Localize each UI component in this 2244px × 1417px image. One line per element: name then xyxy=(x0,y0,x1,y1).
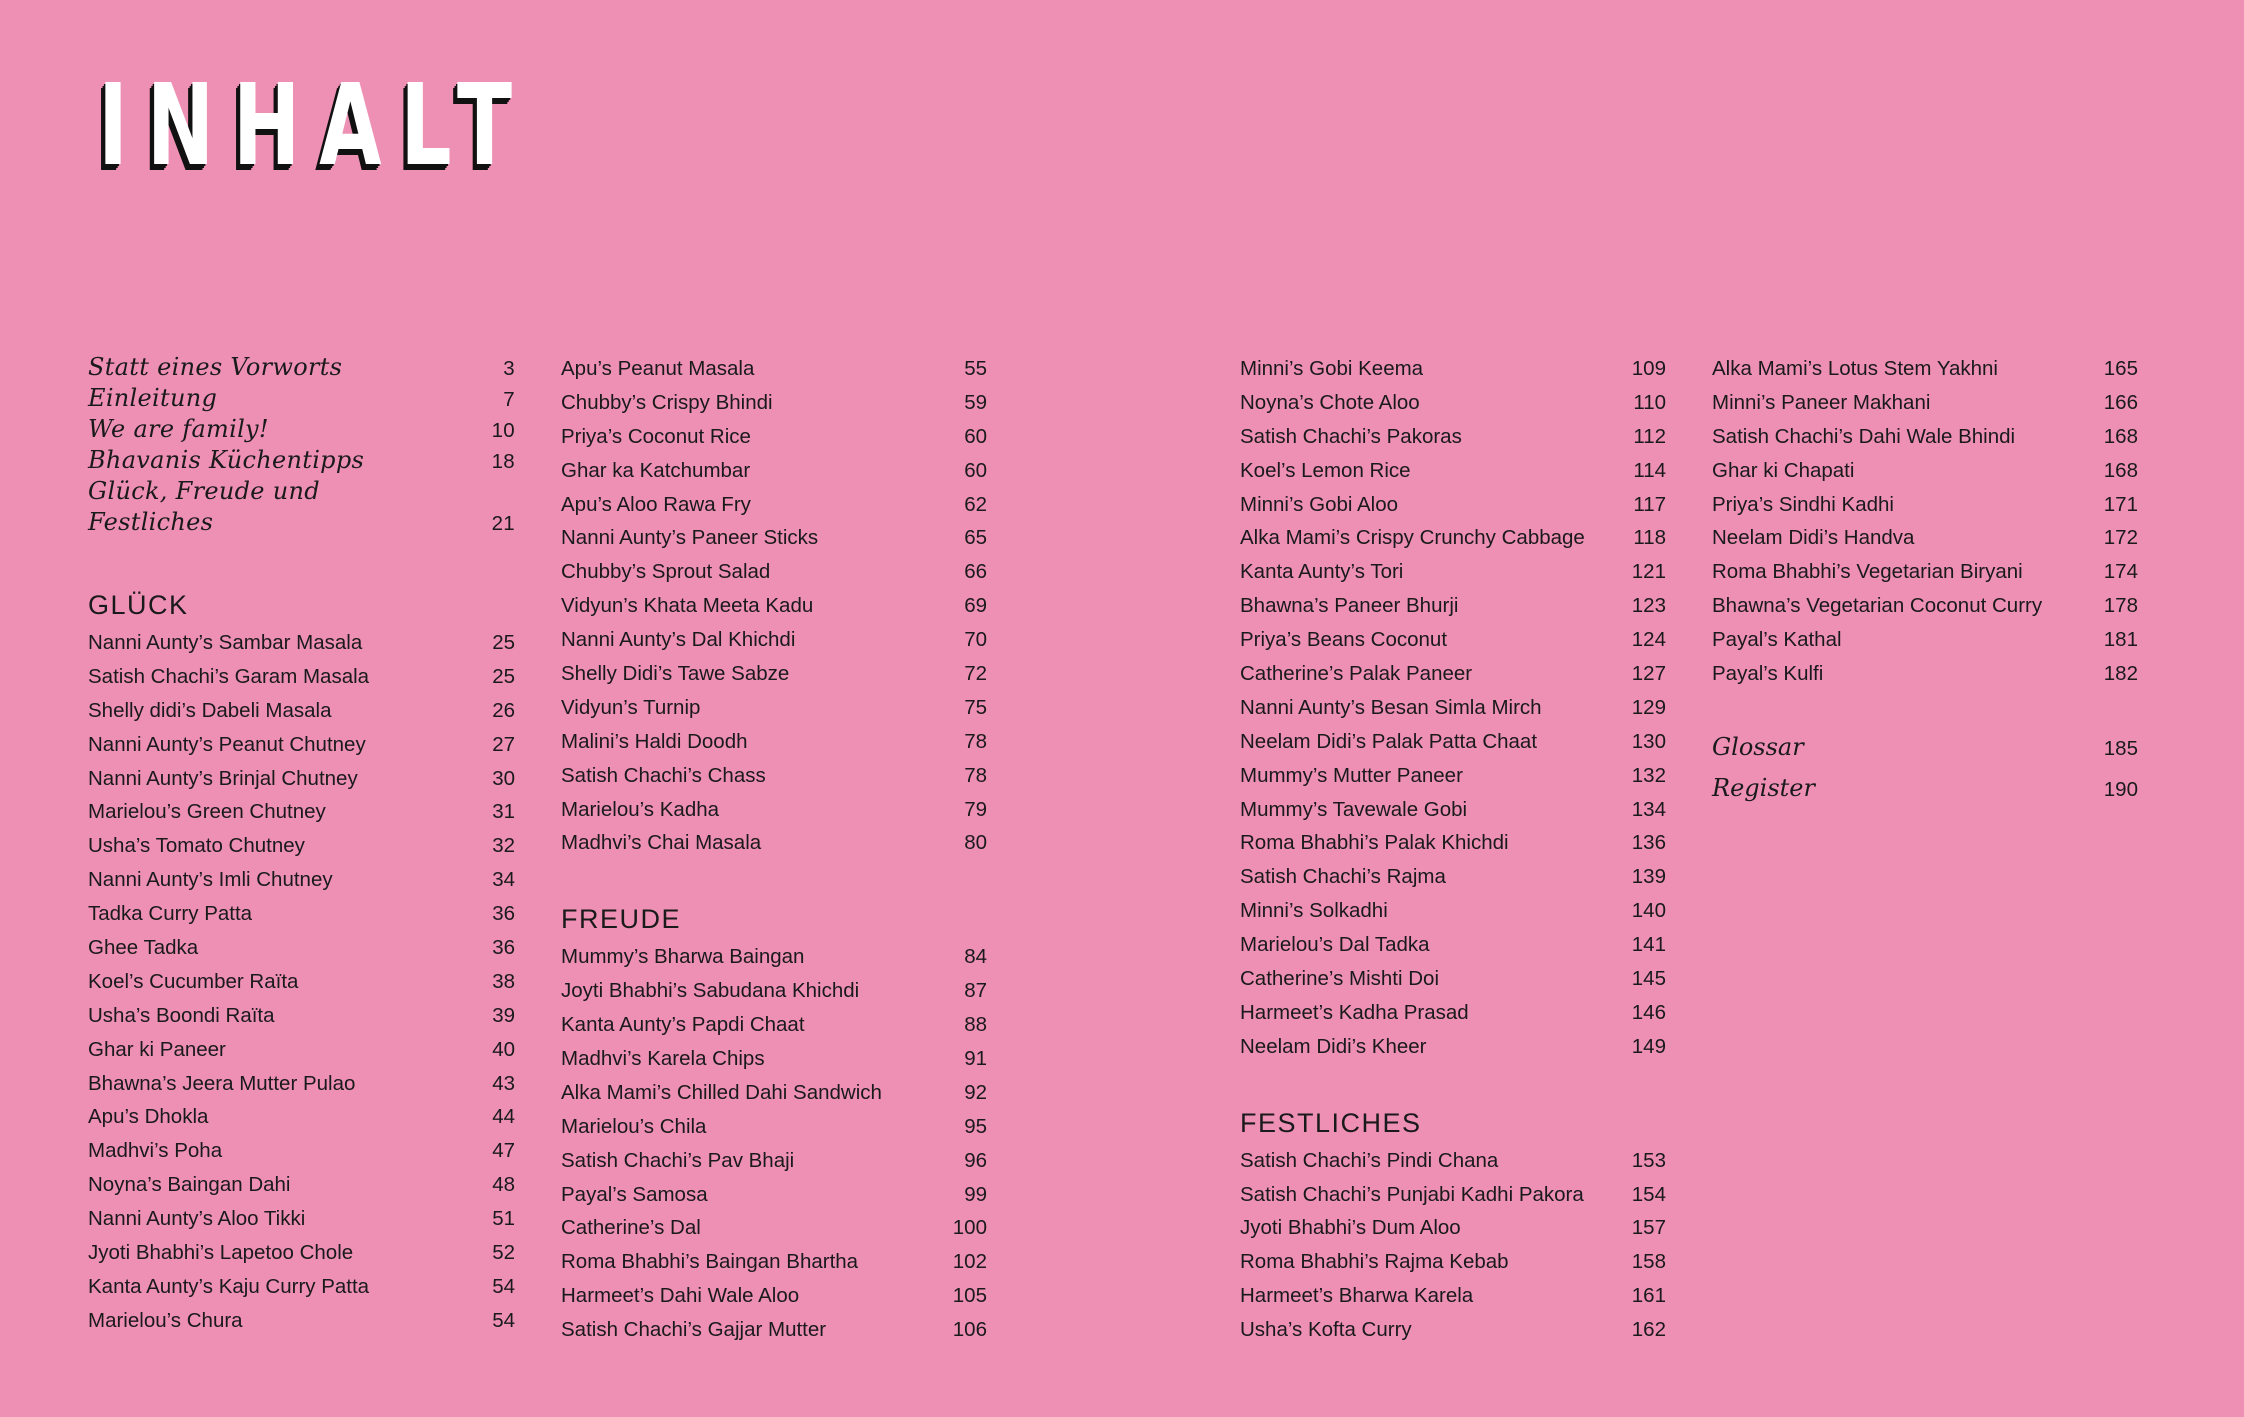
toc-entry[interactable] xyxy=(88,507,515,538)
entry-title: Einleitung xyxy=(88,384,218,412)
entry-page: 40 xyxy=(492,1037,515,1061)
toc-entry[interactable] xyxy=(1240,894,1666,928)
toc-entry[interactable] xyxy=(88,795,515,829)
toc-entry[interactable] xyxy=(1240,996,1666,1030)
toc-entry[interactable] xyxy=(1240,1178,1666,1212)
entry-page: 185 xyxy=(2103,736,2138,760)
toc-entry[interactable] xyxy=(561,352,987,386)
entry-page: 25 xyxy=(492,664,515,688)
entry-page: 62 xyxy=(964,492,987,516)
recipe-list-festliches-continued xyxy=(1712,352,2138,691)
entry-title: Satish Chachi’s Punjabi Kadhi Pakora xyxy=(1240,1182,1584,1206)
entry-page: 174 xyxy=(2103,560,2138,584)
entry-page: 118 xyxy=(1633,526,1666,550)
entry-page: 110 xyxy=(1633,390,1666,414)
entry-page: 168 xyxy=(2103,424,2138,448)
entry-title: Usha’s Kofta Curry xyxy=(1240,1318,1412,1342)
entry-title: Catherine’s Dal xyxy=(561,1216,701,1240)
entry-title: Bhawna’s Jeera Mutter Pulao xyxy=(88,1071,356,1095)
entry-page: 172 xyxy=(2103,526,2138,550)
entry-title: Payal’s Kathal xyxy=(1712,628,1842,652)
entry-title: Roma Bhabhi’s Rajma Kebab xyxy=(1240,1250,1509,1274)
toc-entry[interactable] xyxy=(1240,454,1666,488)
toc-entry[interactable] xyxy=(88,863,515,897)
entry-page: 171 xyxy=(2103,492,2138,516)
entry-title: Madhvi’s Karela Chips xyxy=(561,1047,765,1071)
entry-title: Chubby’s Crispy Bhindi xyxy=(561,390,773,414)
entry-page: 168 xyxy=(2103,458,2138,482)
entry-page: 34 xyxy=(492,868,515,892)
entry-page: 124 xyxy=(1631,628,1666,652)
entry-title: Nanni Aunty’s Peanut Chutney xyxy=(88,732,366,756)
recipe-list-freude xyxy=(561,940,987,1347)
entry-title: Mummy’s Bharwa Baingan xyxy=(561,945,805,969)
toc-entry[interactable] xyxy=(561,940,987,974)
entry-title: Satish Chachi’s Pav Bhaji xyxy=(561,1148,795,1172)
toc-entry[interactable] xyxy=(561,826,987,860)
spacer xyxy=(561,860,987,898)
toc-entry[interactable] xyxy=(1240,793,1666,827)
toc-entry[interactable] xyxy=(88,626,515,660)
toc-entry[interactable] xyxy=(1240,725,1666,759)
entry-page: 44 xyxy=(492,1105,515,1129)
entry-page: 10 xyxy=(491,419,515,442)
entry-page: 91 xyxy=(964,1047,987,1071)
toc-entry[interactable] xyxy=(1240,589,1666,623)
entry-title: Catherine’s Palak Paneer xyxy=(1240,662,1473,686)
spacer xyxy=(1240,1064,1666,1102)
entry-page: 132 xyxy=(1631,763,1666,787)
toc-entry[interactable] xyxy=(561,1245,987,1279)
entry-title: Malini’s Haldi Doodh xyxy=(561,729,748,753)
entry-title: Joyti Bhabhi’s Sabudana Khichdi xyxy=(561,979,860,1003)
entry-title: Jyoti Bhabhi’s Dum Aloo xyxy=(1240,1216,1461,1240)
entry-page: 134 xyxy=(1631,797,1666,821)
toc-entry[interactable] xyxy=(561,691,987,725)
intro-list xyxy=(88,352,515,538)
toc-entry[interactable] xyxy=(88,1202,515,1236)
entry-page: 78 xyxy=(964,729,987,753)
entry-page: 117 xyxy=(1633,492,1666,516)
toc-entry[interactable] xyxy=(88,445,515,476)
entry-title: Nanni Aunty’s Paneer Sticks xyxy=(561,526,819,550)
entry-title: Nanni Aunty’s Imli Chutney xyxy=(88,868,333,892)
entry-title: Satish Chachi’s Rajma xyxy=(1240,865,1446,889)
toc-entry[interactable] xyxy=(561,1110,987,1144)
entry-page: 109 xyxy=(1631,357,1666,380)
toc-entry[interactable] xyxy=(88,728,515,762)
entry-page: 106 xyxy=(952,1318,987,1342)
toc-entry[interactable] xyxy=(1240,1211,1666,1245)
toc-entry[interactable] xyxy=(561,1313,987,1347)
toc-entry[interactable] xyxy=(1240,691,1666,725)
entry-title: Festliches xyxy=(88,508,214,536)
recipe-list-glueck-continued xyxy=(561,352,987,860)
entry-title: Ghee Tadka xyxy=(88,936,199,960)
entry-page: 51 xyxy=(492,1207,515,1231)
entry-page: 36 xyxy=(492,902,515,926)
entry-title: Marielou’s Dal Tadka xyxy=(1240,933,1430,957)
toc-entry[interactable] xyxy=(561,793,987,827)
entry-page: 18 xyxy=(491,450,515,473)
entry-title: Alka Mami’s Chilled Dahi Sandwich xyxy=(561,1080,882,1104)
entry-title: Madhvi’s Poha xyxy=(88,1139,223,1163)
toc-entry[interactable] xyxy=(1240,1279,1666,1313)
entry-title: Chubby’s Sprout Salad xyxy=(561,560,771,584)
entry-title: Ghar ki Chapati xyxy=(1712,458,1855,482)
toc-entry[interactable] xyxy=(1240,1144,1666,1178)
toc-entry[interactable] xyxy=(561,589,987,623)
entry-title: Shelly Didi’s Tawe Sabze xyxy=(561,662,790,686)
entry-title: Minni’s Paneer Makhani xyxy=(1712,390,1931,414)
entry-title: Kanta Aunty’s Kaju Curry Patta xyxy=(88,1274,370,1298)
entry-title: Payal’s Samosa xyxy=(561,1182,708,1206)
entry-page: 75 xyxy=(964,695,987,719)
toc-entry[interactable] xyxy=(561,725,987,759)
toc-entry[interactable] xyxy=(1240,521,1666,555)
entry-title: Nanni Aunty’s Sambar Masala xyxy=(88,631,363,654)
entry-page: 146 xyxy=(1631,1000,1666,1024)
toc-entry[interactable] xyxy=(88,1134,515,1168)
toc-entry[interactable] xyxy=(88,694,515,728)
entry-page: 88 xyxy=(964,1013,987,1037)
toc-entry[interactable] xyxy=(1240,1245,1666,1279)
entry-title: Bhawna’s Paneer Bhurji xyxy=(1240,594,1459,618)
toc-entry[interactable] xyxy=(561,1279,987,1313)
entry-page: 39 xyxy=(492,1003,515,1027)
entry-page: 129 xyxy=(1631,695,1666,719)
entry-page: 52 xyxy=(492,1241,515,1265)
entry-title: Minni’s Solkadhi xyxy=(1240,899,1388,923)
toc-entry[interactable] xyxy=(561,657,987,691)
entry-page: 139 xyxy=(1631,865,1666,889)
entry-title: Mummy’s Mutter Paneer xyxy=(1240,763,1463,787)
entry-title: We are family! xyxy=(88,415,269,443)
toc-entry[interactable] xyxy=(1240,928,1666,962)
toc-entry[interactable] xyxy=(88,999,515,1033)
entry-page: 149 xyxy=(1631,1034,1666,1058)
toc-entry[interactable] xyxy=(1240,657,1666,691)
entry-title: Bhawna’s Vegetarian Coconut Curry xyxy=(1712,594,2043,618)
entry-title: Roma Bhabhi’s Vegetarian Biryani xyxy=(1712,560,2023,584)
recipe-list-festliches xyxy=(1240,1144,1666,1347)
toc-entry[interactable] xyxy=(561,759,987,793)
entry-page: 145 xyxy=(1631,967,1666,991)
entry-page: 182 xyxy=(2103,662,2138,686)
toc-entry[interactable] xyxy=(561,420,987,454)
entry-title: Kanta Aunty’s Papdi Chaat xyxy=(561,1013,805,1037)
toc-entry[interactable] xyxy=(1240,352,1666,386)
entry-title: Satish Chachi’s Garam Masala xyxy=(88,664,370,688)
entry-title: Neelam Didi’s Palak Patta Chaat xyxy=(1240,729,1538,753)
toc-entry[interactable] xyxy=(561,454,987,488)
entry-page: 21 xyxy=(491,512,515,535)
toc-entry-register[interactable] xyxy=(1712,768,2138,809)
entry-page: 69 xyxy=(964,594,987,618)
entry-page: 60 xyxy=(964,424,987,448)
entry-title: Nanni Aunty’s Brinjal Chutney xyxy=(88,766,358,790)
recipe-list-glueck xyxy=(88,626,515,1338)
toc-entry[interactable] xyxy=(88,931,515,965)
entry-page: 38 xyxy=(492,969,515,993)
toc-entry[interactable] xyxy=(1712,386,2138,420)
toc-column-3 xyxy=(1240,352,1666,1347)
entry-title: Nanni Aunty’s Aloo Tikki xyxy=(88,1207,306,1231)
entry-page: 70 xyxy=(964,628,987,652)
toc-entry[interactable] xyxy=(1240,1030,1666,1064)
entry-page: 165 xyxy=(2103,357,2138,380)
toc-entry[interactable] xyxy=(1240,826,1666,860)
entry-title: Neelam Didi’s Kheer xyxy=(1240,1034,1427,1058)
entry-page: 92 xyxy=(964,1080,987,1104)
toc-entry[interactable] xyxy=(88,352,515,383)
entry-title: Harmeet’s Dahi Wale Aloo xyxy=(561,1284,800,1308)
section-heading-festliches: FESTLICHES xyxy=(1240,1107,1422,1138)
toc-entry[interactable] xyxy=(561,1076,987,1110)
entry-page: 181 xyxy=(2103,628,2138,652)
toc-entry[interactable] xyxy=(561,1042,987,1076)
toc-entry[interactable] xyxy=(88,1236,515,1270)
toc-entry-glossar[interactable] xyxy=(1712,727,2138,768)
toc-entry[interactable] xyxy=(88,829,515,863)
toc-entry[interactable] xyxy=(1712,555,2138,589)
toc-entry[interactable] xyxy=(561,555,987,589)
entry-title: Ghar ki Paneer xyxy=(88,1037,226,1061)
entry-page: 166 xyxy=(2103,390,2138,414)
entry-title: Glück, Freude und xyxy=(88,477,320,505)
toc-entry[interactable] xyxy=(1712,521,2138,555)
appendix-list xyxy=(1712,727,2138,809)
entry-page: 114 xyxy=(1633,458,1666,482)
entry-page: 178 xyxy=(2103,594,2138,618)
entry-page: 112 xyxy=(1633,424,1666,448)
entry-title: Usha’s Boondi Raïta xyxy=(88,1003,275,1027)
entry-title: Roma Bhabhi’s Palak Khichdi xyxy=(1240,831,1509,855)
toc-entry[interactable] xyxy=(88,1304,515,1338)
entry-page: 80 xyxy=(964,831,987,855)
entry-page: 32 xyxy=(492,834,515,858)
toc-entry[interactable] xyxy=(1240,1313,1666,1347)
entry-page: 84 xyxy=(964,945,987,969)
entry-page: 153 xyxy=(1631,1148,1666,1172)
entry-title: Tadka Curry Patta xyxy=(88,902,253,926)
entry-title: Harmeet’s Bharwa Karela xyxy=(1240,1284,1474,1308)
entry-page: 43 xyxy=(492,1071,515,1095)
entry-page: 31 xyxy=(492,800,515,824)
page-title: INHALT xyxy=(98,61,531,191)
entry-title: Minni’s Gobi Keema xyxy=(1240,357,1424,380)
entry-title: Apu’s Peanut Masala xyxy=(561,357,755,380)
toc-entry[interactable] xyxy=(1240,386,1666,420)
toc-entry[interactable] xyxy=(561,974,987,1008)
entry-title: Roma Bhabhi’s Baingan Bhartha xyxy=(561,1250,859,1274)
entry-title: Marielou’s Chura xyxy=(88,1308,243,1332)
entry-title: Priya’s Sindhi Kadhi xyxy=(1712,492,1894,516)
toc-entry[interactable] xyxy=(88,476,515,507)
entry-title: Koel’s Lemon Rice xyxy=(1240,458,1411,482)
entry-title: Bhavanis Küchentipps xyxy=(88,446,365,474)
entry-title: Glossar xyxy=(1712,732,1804,761)
toc-entry[interactable] xyxy=(561,1144,987,1178)
entry-title: Ghar ka Katchumbar xyxy=(561,458,751,482)
entry-title: Satish Chachi’s Pakoras xyxy=(1240,424,1462,448)
entry-title: Payal’s Kulfi xyxy=(1712,662,1824,686)
toc-entry[interactable] xyxy=(561,1178,987,1212)
entry-page: 79 xyxy=(964,797,987,821)
entry-page: 27 xyxy=(492,732,515,756)
toc-entry[interactable] xyxy=(1240,623,1666,657)
toc-entry[interactable] xyxy=(561,1211,987,1245)
entry-title: Jyoti Bhabhi’s Lapetoo Chole xyxy=(88,1241,354,1265)
entry-title: Shelly didi’s Dabeli Masala xyxy=(88,698,332,722)
entry-page: 47 xyxy=(492,1139,515,1163)
entry-title: Koel’s Cucumber Raïta xyxy=(88,969,299,993)
entry-title: Marielou’s Kadha xyxy=(561,797,720,821)
toc-entry[interactable] xyxy=(88,1067,515,1101)
entry-page: 123 xyxy=(1631,594,1666,618)
toc-column-1 xyxy=(88,352,515,1338)
toc-entry[interactable] xyxy=(1712,589,2138,623)
toc-entry[interactable] xyxy=(1240,420,1666,454)
entry-page: 121 xyxy=(1631,560,1666,584)
entry-title: Nanni Aunty’s Dal Khichdi xyxy=(561,628,796,652)
entry-page: 99 xyxy=(964,1182,987,1206)
entry-title: Satish Chachi’s Chass xyxy=(561,763,766,787)
entry-title: Noyna’s Baingan Dahi xyxy=(88,1173,291,1197)
spacer xyxy=(1712,691,2138,727)
entry-title: Noyna’s Chote Aloo xyxy=(1240,390,1420,414)
entry-page: 48 xyxy=(492,1173,515,1197)
entry-title: Satish Chachi’s Gajjar Mutter xyxy=(561,1318,827,1342)
section-heading-freude: FREUDE xyxy=(561,904,682,935)
toc-entry[interactable] xyxy=(561,386,987,420)
toc-entry[interactable] xyxy=(1712,352,2138,386)
entry-title: Apu’s Dhokla xyxy=(88,1105,209,1129)
toc-entry[interactable] xyxy=(561,488,987,522)
entry-page: 25 xyxy=(492,631,515,654)
entry-page: 100 xyxy=(952,1216,987,1240)
entry-page: 59 xyxy=(964,390,987,414)
toc-entry[interactable] xyxy=(1712,488,2138,522)
toc-entry[interactable] xyxy=(88,383,515,414)
entry-page: 36 xyxy=(492,936,515,960)
toc-entry[interactable] xyxy=(561,1008,987,1042)
section-heading-glueck: GLÜCK xyxy=(88,590,189,620)
entry-page: 30 xyxy=(492,766,515,790)
toc-entry[interactable] xyxy=(1240,759,1666,793)
entry-title: Alka Mami’s Lotus Stem Yakhni xyxy=(1712,357,1998,380)
entry-title: Kanta Aunty’s Tori xyxy=(1240,560,1404,584)
entry-title: Neelam Didi’s Handva xyxy=(1712,526,1915,550)
entry-title: Harmeet’s Kadha Prasad xyxy=(1240,1000,1469,1024)
recipe-list-freude-continued xyxy=(1240,352,1666,1064)
entry-page: 127 xyxy=(1631,662,1666,686)
entry-title: Statt eines Vorworts xyxy=(88,353,343,381)
entry-page: 140 xyxy=(1631,899,1666,923)
toc-entry[interactable] xyxy=(1240,488,1666,522)
spacer xyxy=(88,538,515,584)
entry-page: 130 xyxy=(1631,729,1666,753)
entry-title: Satish Chachi’s Pindi Chana xyxy=(1240,1148,1499,1172)
entry-title: Catherine’s Mishti Doi xyxy=(1240,967,1440,991)
entry-title: Vidyun’s Khata Meeta Kadu xyxy=(561,594,814,618)
toc-entry[interactable] xyxy=(88,414,515,445)
toc-entry[interactable] xyxy=(88,762,515,796)
entry-title: Priya’s Beans Coconut xyxy=(1240,628,1448,652)
entry-page: 54 xyxy=(492,1308,515,1332)
entry-page: 162 xyxy=(1631,1318,1666,1342)
toc-entry[interactable] xyxy=(1712,420,2138,454)
entry-title: Register xyxy=(1712,773,1815,802)
entry-page: 136 xyxy=(1631,831,1666,855)
toc-column-2 xyxy=(561,352,987,1347)
entry-title: Nanni Aunty’s Besan Simla Mirch xyxy=(1240,695,1542,719)
entry-page: 141 xyxy=(1631,933,1666,957)
entry-page: 3 xyxy=(503,357,515,380)
entry-page: 161 xyxy=(1631,1284,1666,1308)
entry-title: Satish Chachi’s Dahi Wale Bhindi xyxy=(1712,424,2016,448)
entry-page: 154 xyxy=(1631,1182,1666,1206)
entry-page: 55 xyxy=(964,357,987,380)
entry-page: 26 xyxy=(492,698,515,722)
entry-page: 54 xyxy=(492,1274,515,1298)
toc-entry[interactable] xyxy=(1712,657,2138,691)
toc-entry[interactable] xyxy=(88,1100,515,1134)
entry-title: Minni’s Gobi Aloo xyxy=(1240,492,1399,516)
toc-entry[interactable] xyxy=(88,1033,515,1067)
entry-page: 60 xyxy=(964,458,987,482)
entry-page: 102 xyxy=(952,1250,987,1274)
toc-entry[interactable] xyxy=(1240,555,1666,589)
entry-page: 190 xyxy=(2103,777,2138,801)
entry-title: Madhvi’s Chai Masala xyxy=(561,831,762,855)
entry-page: 66 xyxy=(964,560,987,584)
toc-entry[interactable] xyxy=(561,623,987,657)
entry-page: 72 xyxy=(964,662,987,686)
entry-page: 7 xyxy=(503,388,515,411)
toc-column-4 xyxy=(1712,352,2138,809)
toc-entry[interactable] xyxy=(88,897,515,931)
entry-title: Mummy’s Tavewale Gobi xyxy=(1240,797,1468,821)
entry-page: 96 xyxy=(964,1148,987,1172)
entry-title: Priya’s Coconut Rice xyxy=(561,424,751,448)
entry-title: Marielou’s Chila xyxy=(561,1114,707,1138)
entry-page: 157 xyxy=(1631,1216,1666,1240)
toc-entry[interactable] xyxy=(88,660,515,694)
entry-page: 78 xyxy=(964,763,987,787)
entry-title: Apu’s Aloo Rawa Fry xyxy=(561,492,751,516)
entry-page: 105 xyxy=(952,1284,987,1308)
toc-entry[interactable] xyxy=(88,1168,515,1202)
entry-title: Alka Mami’s Crispy Crunchy Cabbage xyxy=(1240,526,1585,550)
toc-entry[interactable] xyxy=(88,965,515,999)
toc-entry[interactable] xyxy=(1240,962,1666,996)
entry-title: Vidyun’s Turnip xyxy=(561,695,701,719)
entry-page: 95 xyxy=(964,1114,987,1138)
toc-entry[interactable] xyxy=(1712,454,2138,488)
entry-page: 65 xyxy=(964,526,987,550)
toc-entry[interactable] xyxy=(1712,623,2138,657)
toc-entry[interactable] xyxy=(561,521,987,555)
toc-entry[interactable] xyxy=(88,1270,515,1304)
entry-title: Marielou’s Green Chutney xyxy=(88,800,326,824)
entry-page: 158 xyxy=(1631,1250,1666,1274)
entry-title: Usha’s Tomato Chutney xyxy=(88,834,305,858)
entry-page: 87 xyxy=(964,979,987,1003)
toc-entry[interactable] xyxy=(1240,860,1666,894)
